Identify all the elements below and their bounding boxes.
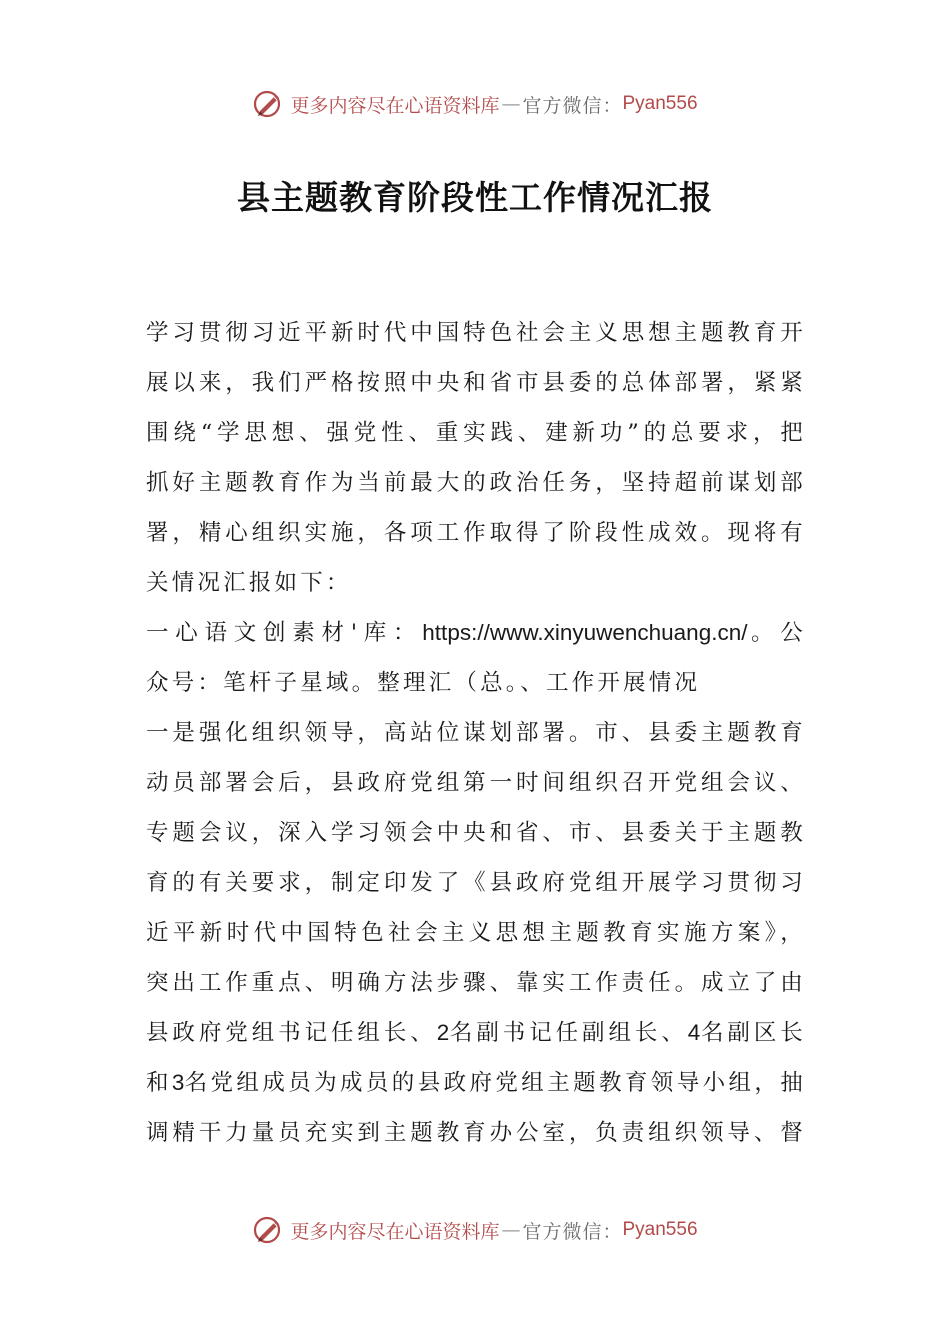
section-line: 育的有关要求，制定印发了《县政府党组开展学习贯彻习 bbox=[146, 870, 806, 896]
watermark-contact-label: 官方微信： bbox=[522, 1220, 623, 1243]
section-line: 一是强化组织领导，高站位谋划部署。市、县委主题教育 bbox=[146, 720, 806, 746]
numbered-value: 3 bbox=[171, 1070, 185, 1095]
source-suffix: 。公 bbox=[747, 620, 807, 646]
document-title: 县主题教育阶段性工作情况汇报 bbox=[237, 178, 713, 217]
section-line-numbered bbox=[146, 1058, 806, 1108]
watermark-contact-label: 官方微信： bbox=[522, 94, 623, 117]
numbered-text-pre: 和 bbox=[146, 1070, 172, 1096]
document-body bbox=[146, 308, 806, 1158]
section-line: 专题会议，深入学习领会中央和省、市、县委关于主题教 bbox=[146, 820, 806, 846]
section-line: 调精干力量员充实到主题教育办公室，负责组织领导、督 bbox=[146, 1120, 806, 1146]
watermark-separator: — bbox=[501, 1219, 521, 1241]
numbered-text-mid: 名副书记任副组长、 bbox=[449, 1020, 688, 1046]
numbered-text-pre: 县政府党组书记任组长、 bbox=[146, 1020, 437, 1046]
paragraph-line: 署，精心组织实施，各项工作取得了阶段性成效。现将有 bbox=[146, 520, 806, 546]
watermark-separator: — bbox=[501, 93, 521, 115]
pen-logo-icon bbox=[252, 87, 286, 121]
numbered-value: 2 bbox=[436, 1020, 450, 1045]
source-prefix: 一心语文创素材'库： bbox=[146, 620, 423, 646]
pen-logo-icon bbox=[252, 1213, 286, 1247]
source-line-2: 众号：笔杆子星域。整理汇（总。、工作开展情况 bbox=[146, 670, 701, 696]
paragraph-line: 围绕“学思想、强党性、重实践、建新功”的总要求，把 bbox=[146, 420, 806, 446]
numbered-value: 4 bbox=[687, 1020, 701, 1045]
paragraph-line: 展以来，我们严格按照中央和省市县委的总体部署，紧紧 bbox=[146, 370, 806, 396]
numbered-text-post: 名副区长 bbox=[700, 1020, 806, 1046]
source-line bbox=[146, 608, 806, 658]
watermark-text: 更多内容尽在心语资料库 bbox=[290, 1220, 500, 1243]
numbered-text-post: 名党组成员为成员的县政府党组主题教育领导小组，抽 bbox=[184, 1070, 806, 1096]
paragraph-line: 学习贯彻习近平新时代中国特色社会主义思想主题教育开 bbox=[146, 320, 806, 346]
section-line: 突出工作重点、明确方法步骤、靠实工作责任。成立了由 bbox=[146, 970, 806, 996]
watermark-contact-id: Pyan556 bbox=[622, 1219, 698, 1240]
section-line: 动员部署会后，县政府党组第一时间组织召开党组会议、 bbox=[146, 770, 806, 796]
section-line-numbered bbox=[146, 1008, 806, 1058]
source-url: https://www.xinyuwenchuang.cn/ bbox=[422, 620, 748, 645]
section-line: 近平新时代中国特色社会主义思想主题教育实施方案》， bbox=[146, 920, 806, 946]
footer-watermark bbox=[0, 1208, 950, 1252]
paragraph-line: 抓好主题教育作为当前最大的政治任务，坚持超前谋划部 bbox=[146, 470, 806, 496]
watermark-text: 更多内容尽在心语资料库 bbox=[290, 94, 500, 117]
header-watermark bbox=[0, 82, 950, 126]
paragraph-line: 关情况汇报如下： bbox=[146, 570, 352, 596]
watermark-contact-id: Pyan556 bbox=[622, 93, 698, 114]
